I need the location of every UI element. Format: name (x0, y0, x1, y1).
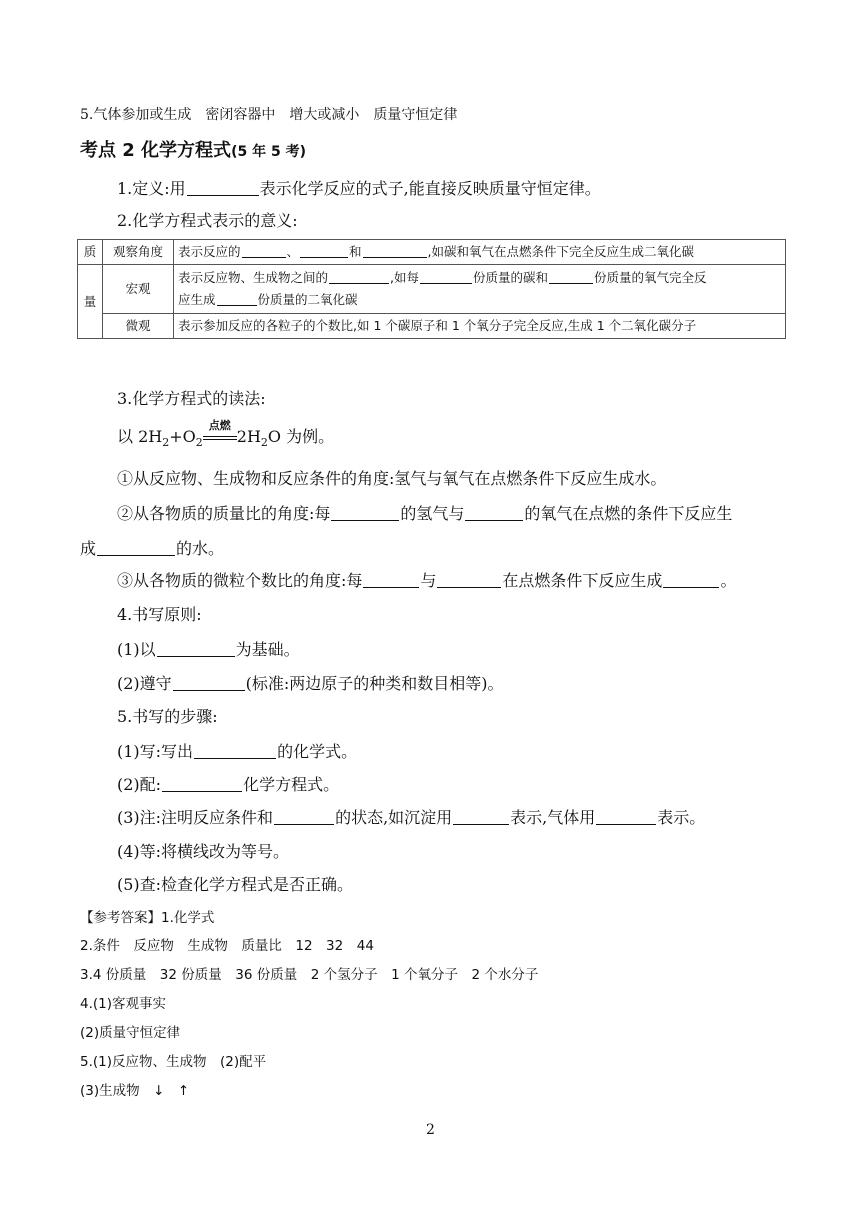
step-4: (4)等:将横线改为等号。 (117, 842, 290, 861)
step-3: (3)注:注明反应条件和 的状态,如沉淀用 表示,气体用 表示。 (117, 808, 706, 827)
reading-item-3: ③从各物质的微粒个数比的角度:每 与 在点燃条件下反应生成 。 (117, 571, 737, 590)
table-cell: 表示反应的 、 和 ,如碳和氧气在点燃条件下完全反应生成二氧化碳 (174, 240, 786, 265)
answer-line: (3)生成物 ↓ ↑ (80, 1083, 190, 1099)
steps-heading: 5.书写的步骤: (117, 707, 218, 726)
section-note: (5 年 5 考) (231, 144, 306, 160)
step-2: (2)配: 化学方程式。 (117, 775, 340, 794)
step-5: (5)查:检查化学方程式是否正确。 (117, 875, 354, 894)
meaning-table (77, 239, 786, 339)
answer-line: 3.4 份质量 32 份质量 36 份质量 2 个氢分子 1 个氧分子 2 个水分子 (80, 967, 539, 983)
definition-line (117, 176, 601, 199)
answer-line: 【参考答案】1.化学式 (80, 910, 215, 926)
definition-prefix: 1.定义:用 (117, 179, 186, 198)
table-cell-liang: 量 (78, 265, 103, 339)
table-row-label: 微观 (103, 314, 174, 339)
reading-item-1: ①从反应物、生成物和反应条件的角度:氢气与氧气在点燃条件下反应生成水。 (117, 469, 667, 488)
top-answer-line: 5.气体参加或生成 密闭容器中 增大或减小 质量守恒定律 (80, 107, 458, 123)
table-row-label: 宏观 (103, 265, 174, 314)
step-1: (1)写:写出 的化学式。 (117, 742, 358, 761)
answer-line: 2.条件 反应物 生成物 质量比 12 32 44 (80, 938, 374, 954)
equation: 以 $2H_2+O_2$ 点燃 $2H_2O$ 为例。 (117, 418, 335, 450)
table-cell: 表示参加反应的各粒子的个数比,如 1 个碳原子和 1 个氧分子完全反应,生成 1 个二氧化碳分子 (174, 314, 786, 339)
meaning-heading: 2.化学方程式表示的意义: (117, 211, 298, 230)
table-cell-zhi: 质 (78, 240, 103, 265)
reaction-arrow (203, 418, 237, 446)
section-title-text: 考点 2 化学方程式 (80, 140, 232, 161)
answer-line: (2)质量守恒定律 (80, 1025, 181, 1041)
principle-heading: 4.书写原则: (117, 605, 202, 624)
table-cell: 表示反应物、生成物之间的 ,如每 份质量的碳和 份质量的氧气完全反 应生成 份质量的二氧化碳 (174, 265, 786, 314)
definition-suffix: 表示化学反应的式子,能直接反映质量守恒定律。 (259, 179, 601, 198)
reaction-condition: 点燃 (208, 418, 231, 432)
reading-heading: 3.化学方程式的读法: (117, 389, 266, 408)
blank (187, 194, 259, 196)
reading-item-2-cont: 成 的水。 (80, 539, 225, 558)
principle-2: (2)遵守 (标准:两边原子的种类和数目相等)。 (117, 674, 504, 693)
page-number: 2 (426, 1122, 435, 1138)
answer-line: 5.(1)反应物、生成物 (2)配平 (80, 1054, 267, 1070)
reading-item-2: ②从各物质的质量比的角度:每 的氢气与 的氧气在点燃的条件下反应生 (117, 504, 733, 523)
section-title (80, 136, 306, 162)
answer-line: 4.(1)客观事实 (80, 996, 167, 1012)
table-row-label: 观察角度 (103, 240, 174, 265)
principle-1: (1)以 为基础。 (117, 640, 300, 659)
